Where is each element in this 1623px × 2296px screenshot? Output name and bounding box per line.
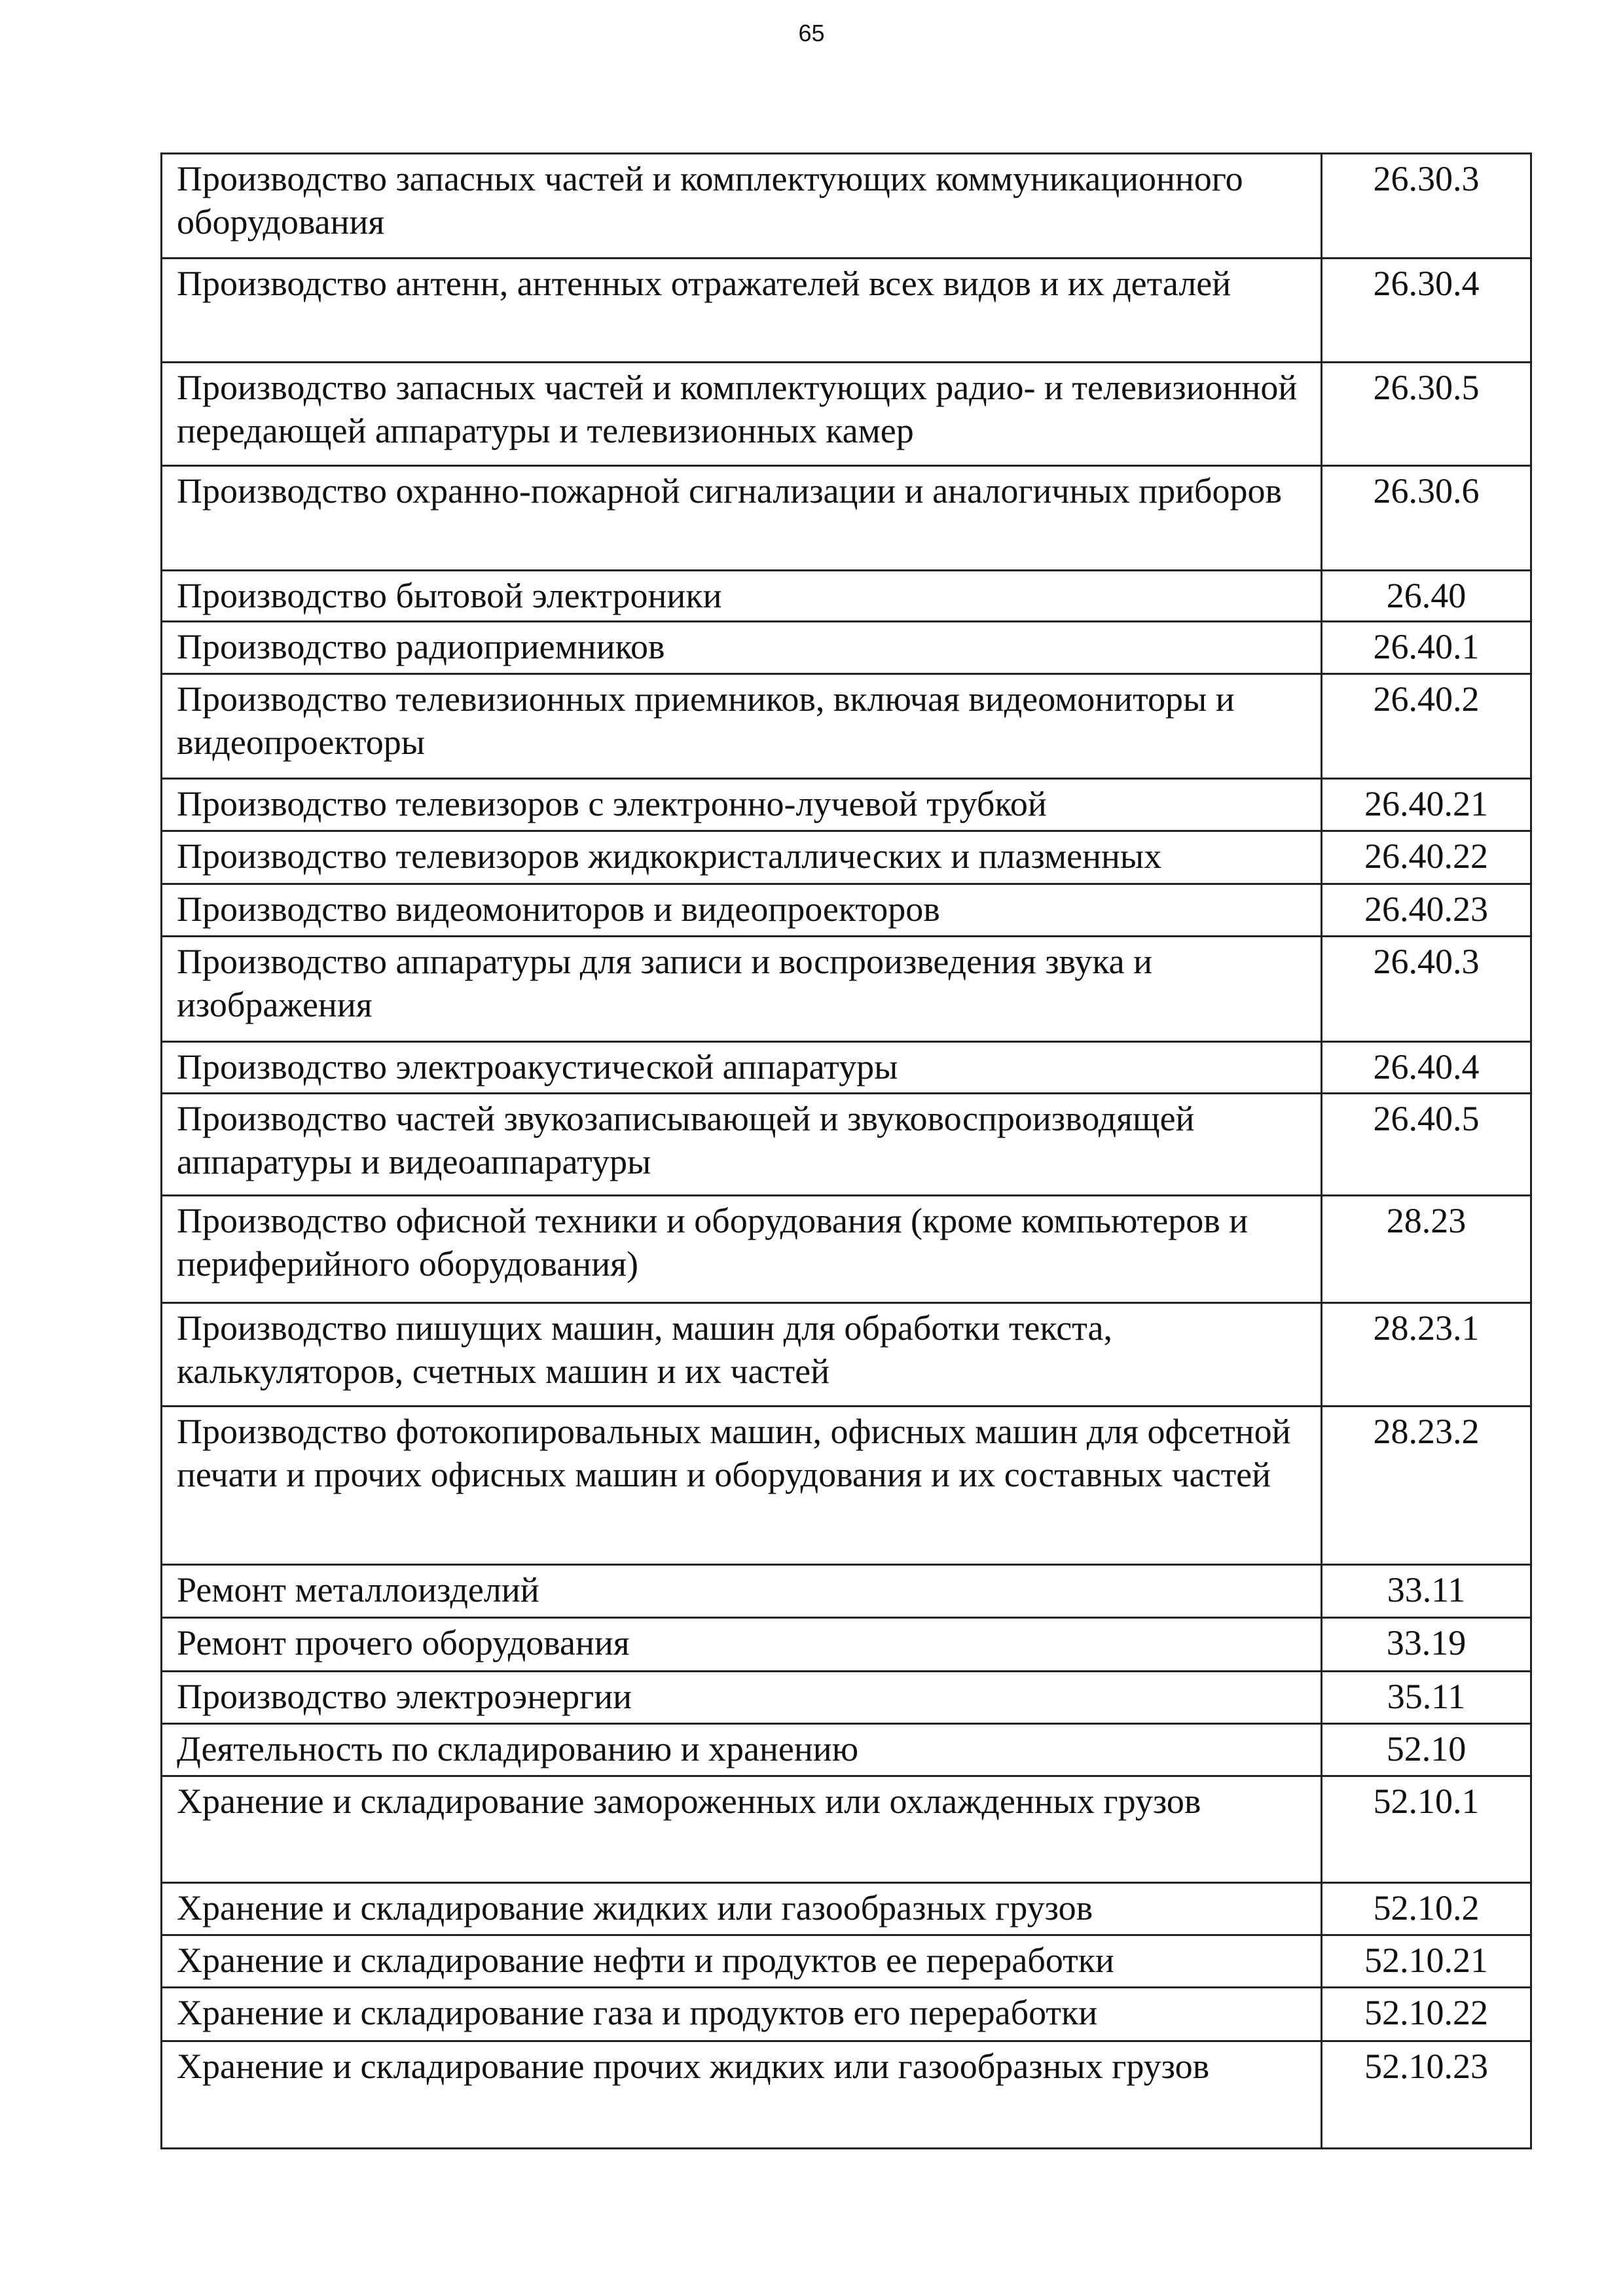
activity-code: 26.40.4 (1322, 1042, 1531, 1094)
activity-name: Производство запасных частей и комплектующих радио- и телевизионной передающей аппаратуры и телевизионных камер (162, 363, 1322, 466)
table-row (162, 674, 1531, 779)
activity-name: Хранение и складирование нефти и продуктов ее переработки (162, 1935, 1322, 1988)
table-row (162, 2041, 1531, 2149)
table-row (162, 1042, 1531, 1094)
activity-name: Производство запасных частей и комплектующих коммуникационного оборудования (162, 154, 1322, 259)
table-row (162, 1618, 1531, 1672)
activity-name: Хранение и складирование прочих жидких или газообразных грузов (162, 2041, 1322, 2149)
activity-code: 26.40.22 (1322, 831, 1531, 884)
activity-name: Производство фотокопировальных машин, офисных машин для офсетной печати и прочих офисных машин и оборудования и их составных частей (162, 1407, 1322, 1565)
table-row (162, 779, 1531, 831)
table-row (162, 1407, 1531, 1565)
activity-name: Производство аппаратуры для записи и воспроизведения звука и изображения (162, 937, 1322, 1042)
table-row (162, 363, 1531, 466)
activity-name: Производство видеомониторов и видеопроекторов (162, 884, 1322, 937)
activity-name: Деятельность по складированию и хранению (162, 1724, 1322, 1776)
activity-code: 26.40.1 (1322, 622, 1531, 674)
activity-code: 26.40 (1322, 571, 1531, 622)
activity-name: Ремонт прочего оборудования (162, 1618, 1322, 1672)
activity-code: 28.23.2 (1322, 1407, 1531, 1565)
activity-name: Производство телевизионных приемников, включая видеомониторы и видеопроекторы (162, 674, 1322, 779)
activity-name: Производство офисной техники и оборудования (кроме компьютеров и периферийного оборудования) (162, 1196, 1322, 1303)
table-row (162, 1935, 1531, 1988)
activity-name: Производство электроакустической аппаратуры (162, 1042, 1322, 1094)
activity-name: Производство частей звукозаписывающей и звуковоспроизводящей аппаратуры и видеоаппаратуры (162, 1094, 1322, 1196)
table-row (162, 466, 1531, 571)
table-row (162, 1883, 1531, 1935)
activity-code: 52.10.21 (1322, 1935, 1531, 1988)
table-row (162, 154, 1531, 259)
activity-code: 26.40.23 (1322, 884, 1531, 937)
table-row (162, 1988, 1531, 2041)
table-row (162, 622, 1531, 674)
activity-code: 52.10 (1322, 1724, 1531, 1776)
activity-code: 28.23 (1322, 1196, 1531, 1303)
activity-code: 26.40.5 (1322, 1094, 1531, 1196)
activity-codes-table (160, 152, 1532, 2149)
table-row (162, 1724, 1531, 1776)
activity-name: Производство бытовой электроники (162, 571, 1322, 622)
activity-code: 26.40.2 (1322, 674, 1531, 779)
activity-name: Хранение и складирование замороженных или охлажденных грузов (162, 1776, 1322, 1883)
table-row (162, 571, 1531, 622)
table-row (162, 1776, 1531, 1883)
activity-name: Ремонт металлоизделий (162, 1565, 1322, 1618)
table-row (162, 831, 1531, 884)
activity-name: Производство пишущих машин, машин для обработки текста, калькуляторов, счетных машин и их частей (162, 1303, 1322, 1407)
activity-code: 52.10.22 (1322, 1988, 1531, 2041)
activity-code: 26.40.21 (1322, 779, 1531, 831)
table-row (162, 259, 1531, 363)
table-row (162, 937, 1531, 1042)
activity-code: 28.23.1 (1322, 1303, 1531, 1407)
activity-code: 26.40.3 (1322, 937, 1531, 1042)
table-row (162, 1303, 1531, 1407)
table-row (162, 1196, 1531, 1303)
activity-name: Производство радиоприемников (162, 622, 1322, 674)
activity-code: 52.10.2 (1322, 1883, 1531, 1935)
table-row (162, 1094, 1531, 1196)
activity-code: 52.10.23 (1322, 2041, 1531, 2149)
activity-name: Хранение и складирование газа и продуктов его переработки (162, 1988, 1322, 2041)
table-row (162, 1672, 1531, 1724)
activity-code: 33.11 (1322, 1565, 1531, 1618)
activity-name: Производство охранно-пожарной сигнализации и аналогичных приборов (162, 466, 1322, 571)
activity-name: Производство электроэнергии (162, 1672, 1322, 1724)
page-number: 65 (798, 20, 825, 46)
activity-code: 35.11 (1322, 1672, 1531, 1724)
activity-name: Производство телевизоров с электронно-лучевой трубкой (162, 779, 1322, 831)
activity-code: 26.30.3 (1322, 154, 1531, 259)
activity-code: 52.10.1 (1322, 1776, 1531, 1883)
activity-name: Хранение и складирование жидких или газообразных грузов (162, 1883, 1322, 1935)
activity-code: 26.30.4 (1322, 259, 1531, 363)
activity-name: Производство телевизоров жидкокристаллических и плазменных (162, 831, 1322, 884)
activity-code: 26.30.5 (1322, 363, 1531, 466)
activity-code: 33.19 (1322, 1618, 1531, 1672)
table-row (162, 1565, 1531, 1618)
activity-name: Производство антенн, антенных отражателей всех видов и их деталей (162, 259, 1322, 363)
table-row (162, 884, 1531, 937)
activity-code: 26.30.6 (1322, 466, 1531, 571)
